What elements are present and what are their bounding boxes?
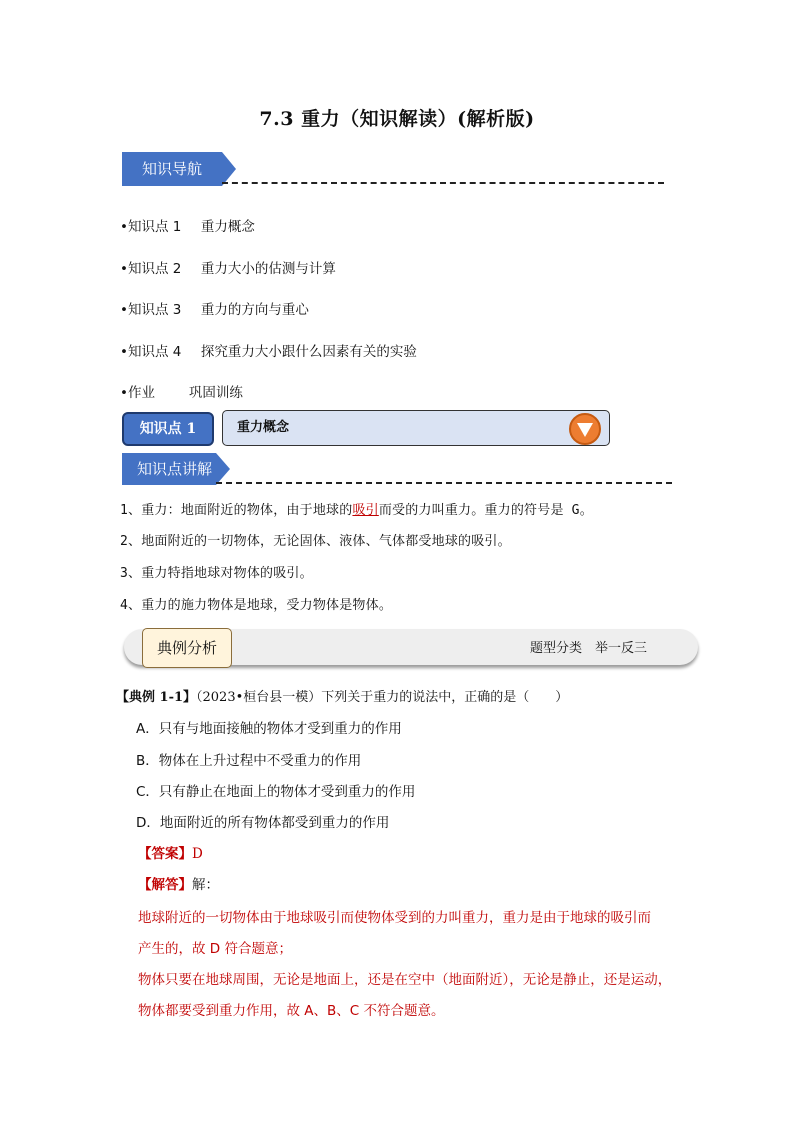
analysis-heading: 【解答】解： <box>138 877 219 893</box>
option-c: C．只有静止在地面上的物体才受到重力的作用 <box>136 784 416 800</box>
answer-tag: 【答案】 <box>138 846 192 862</box>
explain-section-tag <box>122 453 216 485</box>
page-title: 7.3 重力（知识解读）(解析版) <box>259 108 535 130</box>
explain-divider <box>216 482 672 484</box>
knowledge-point-label: 知识点 1 <box>122 412 214 446</box>
nav-item: •知识点 4 探究重力大小跟什么因素有关的实验 <box>120 344 417 360</box>
option-d: D．地面附近的所有物体都受到重力的作用 <box>136 815 390 831</box>
question-tag: 【典例 1-1】 <box>116 690 197 705</box>
analysis-line: 地球附近的一切物体由于地球吸引而使物体受到的力叫重力，重力是由于地球的吸引而 <box>138 910 651 926</box>
nav-item: •知识点 2 重力大小的估测与计算 <box>120 261 336 277</box>
answer-value: D <box>192 846 203 862</box>
answer <box>138 842 203 862</box>
highlight-term: 吸引 <box>352 503 379 518</box>
analysis-tag: 【解答】 <box>138 877 192 893</box>
analysis-line: 物体都要受到重力作用，故 A、B、C 不符合题意。 <box>138 1003 445 1019</box>
explain-line: 3、重力特指地球对物体的吸引。 <box>120 566 313 581</box>
explain-line: 2、地面附近的一切物体，无论固体、液体、气体都受地球的吸引。 <box>120 534 511 549</box>
nav-tag-arrow <box>222 152 236 186</box>
explain-tag-arrow <box>216 453 230 485</box>
option-b: B．物体在上升过程中不受重力的作用 <box>136 753 362 769</box>
nav-section-label: 知识导航 <box>142 160 203 178</box>
example-banner-subtitle: 题型分类 举一反三 <box>530 641 648 656</box>
nav-item: •作业 巩固训练 <box>120 385 243 401</box>
example-banner-label: 典例分析 <box>142 628 232 668</box>
explain-section-label: 知识点讲解 <box>137 460 213 478</box>
explain-line: 4、重力的施力物体是地球，受力物体是物体。 <box>120 598 393 613</box>
option-a: A．只有与地面接触的物体才受到重力的作用 <box>136 721 402 737</box>
knowledge-point-title: 重力概念 <box>222 410 610 446</box>
collapse-triangle-icon[interactable] <box>569 413 601 445</box>
nav-item: •知识点 1 重力概念 <box>120 219 255 235</box>
nav-item: •知识点 3 重力的方向与重心 <box>120 302 309 318</box>
explain-line: 1、重力：地面附近的物体，由于地球的吸引而受的力叫重力。重力的符号是 G。 <box>120 503 593 518</box>
analysis-line: 产生的，故 D 符合题意； <box>138 941 292 957</box>
analysis-line: 物体只要在地球周围，无论是地面上，还是在空中（地面附近），无论是静止，还是运动， <box>138 972 672 988</box>
nav-divider <box>222 182 664 184</box>
nav-section-tag <box>122 152 222 186</box>
example-question: 【典例 1-1】（2023•桓台县一模）下列关于重力的说法中，正确的是（ ） <box>116 690 569 705</box>
